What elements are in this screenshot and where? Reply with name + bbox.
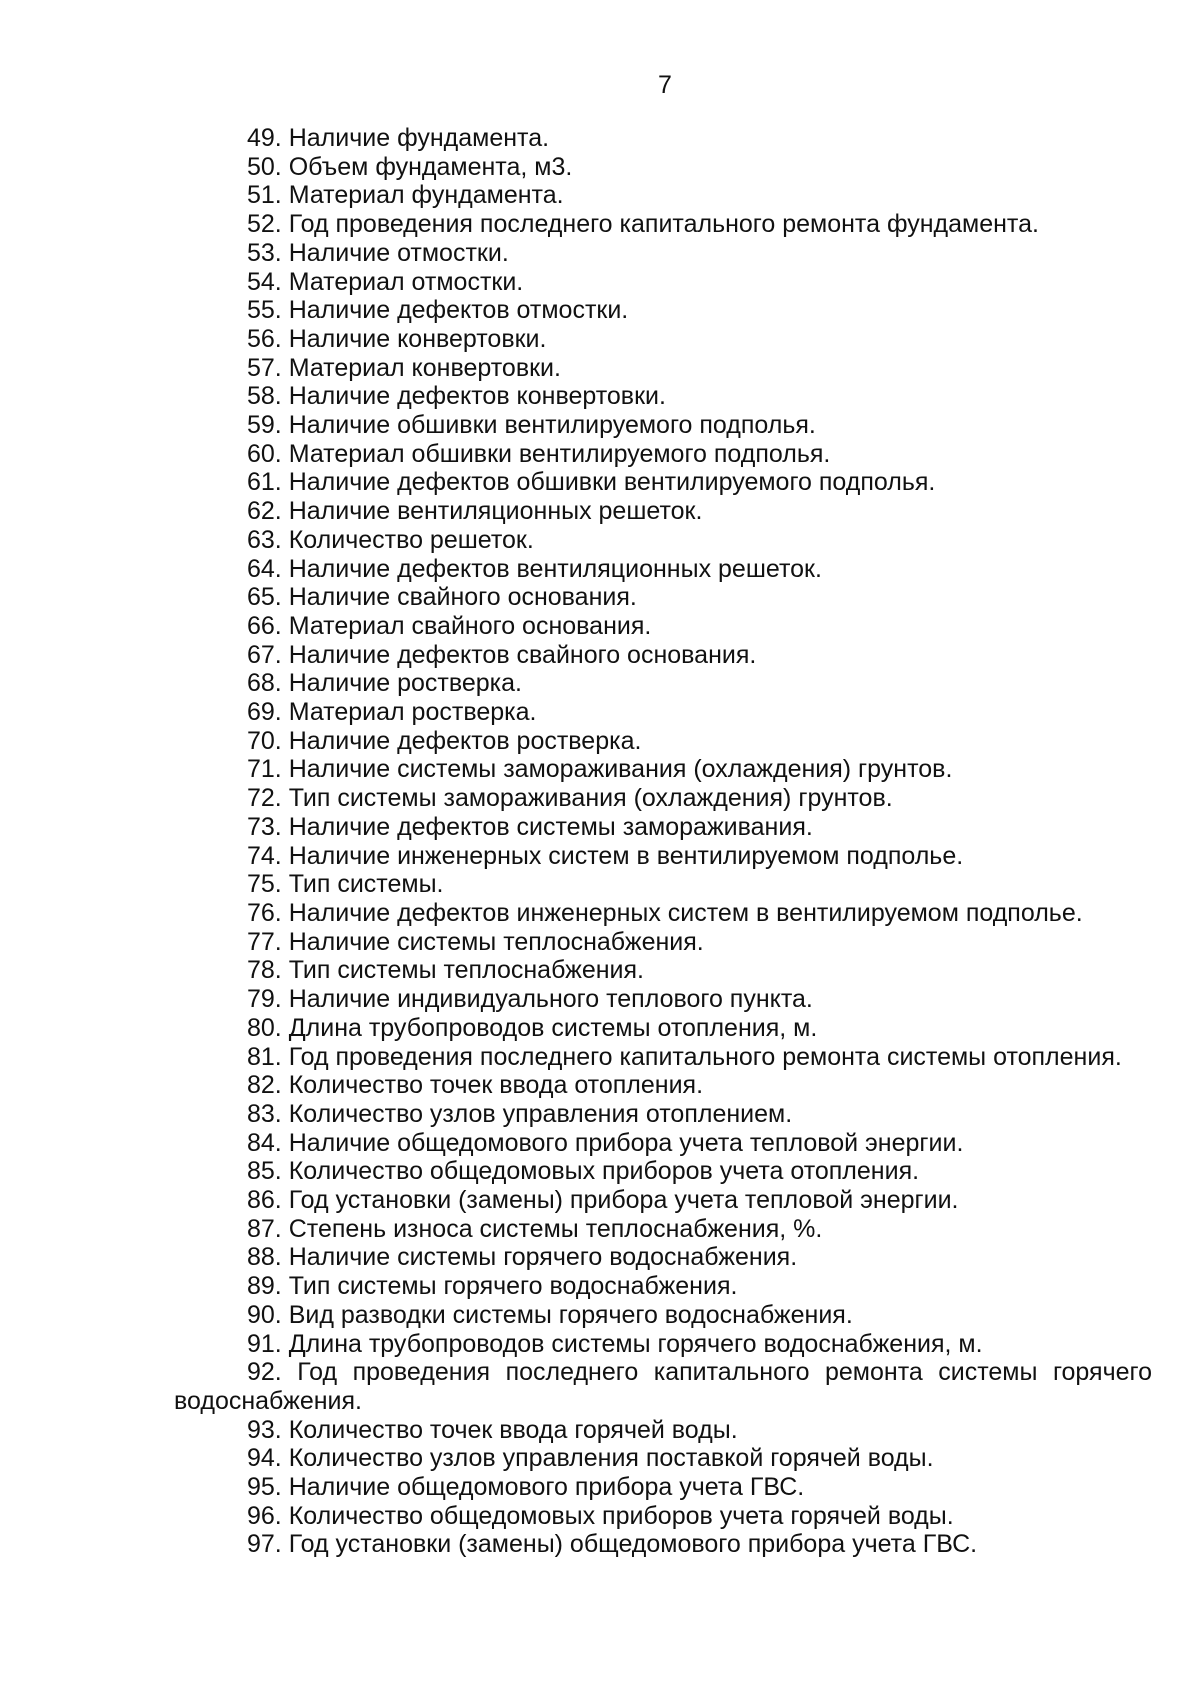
item-text: Количество решеток. — [288, 525, 534, 554]
item-text: Год проведения последнего капитального ремонта фундамента. — [288, 210, 1039, 239]
item-number: 81. — [247, 1042, 282, 1071]
item-number: 96. — [247, 1501, 282, 1530]
list-item — [174, 755, 1152, 784]
item-number: 77. — [247, 927, 282, 956]
list-item — [174, 555, 1152, 584]
item-text: Наличие дефектов конвертовки. — [288, 382, 666, 411]
list-item — [174, 612, 1152, 641]
item-number: 78. — [247, 956, 282, 985]
item-number: 50. — [247, 152, 282, 181]
list-item — [174, 1100, 1152, 1129]
item-text: Наличие системы теплоснабжения. — [288, 927, 704, 956]
list-item — [174, 583, 1152, 612]
item-number: 89. — [247, 1272, 282, 1301]
item-number: 92. — [247, 1358, 282, 1387]
item-text: Наличие инженерных систем в вентилируемом подполье. — [288, 841, 964, 870]
item-number: 87. — [247, 1214, 282, 1243]
item-number: 67. — [247, 640, 282, 669]
item-text: Тип системы. — [288, 870, 444, 899]
item-text: Тип системы теплоснабжения. — [288, 956, 644, 985]
item-text: Год проведения последнего капитального ремонта системы горячего водоснабжения. — [174, 1358, 1152, 1415]
item-number: 86. — [247, 1186, 282, 1215]
item-number: 56. — [247, 324, 282, 353]
list-item — [174, 411, 1152, 440]
item-text: Материал ростверка. — [288, 698, 537, 727]
item-text: Наличие дефектов обшивки вентилируемого подполья. — [288, 468, 936, 497]
item-text: Вид разводки системы горячего водоснабжения. — [288, 1300, 853, 1329]
list-item — [174, 870, 1152, 899]
list-item — [174, 1129, 1152, 1158]
item-text: Наличие дефектов ростверка. — [288, 726, 642, 755]
item-text: Наличие дефектов отмостки. — [288, 296, 629, 325]
item-number: 65. — [247, 583, 282, 612]
item-number: 75. — [247, 870, 282, 899]
list-item — [174, 1215, 1152, 1244]
item-text: Материал обшивки вентилируемого подполья. — [288, 439, 831, 468]
list-item — [174, 985, 1152, 1014]
list-item — [174, 784, 1152, 813]
item-number: 79. — [247, 985, 282, 1014]
item-text: Количество точек ввода горячей воды. — [288, 1415, 738, 1444]
item-number: 83. — [247, 1099, 282, 1128]
item-number: 52. — [247, 210, 282, 239]
item-number: 82. — [247, 1071, 282, 1100]
list-item — [174, 210, 1152, 239]
item-text: Количество точек ввода отопления. — [288, 1071, 704, 1100]
item-number: 59. — [247, 411, 282, 440]
list-item — [174, 153, 1152, 182]
list-item — [174, 813, 1152, 842]
item-text: Наличие системы горячего водоснабжения. — [288, 1243, 798, 1272]
list-item — [174, 468, 1152, 497]
item-number: 63. — [247, 525, 282, 554]
item-number: 68. — [247, 669, 282, 698]
item-text: Наличие отмостки. — [288, 238, 509, 267]
item-text: Материал отмостки. — [288, 267, 524, 296]
list-item — [174, 1444, 1152, 1473]
list-item — [174, 296, 1152, 325]
item-number: 95. — [247, 1473, 282, 1502]
item-text: Количество узлов управления поставкой горячей воды. — [288, 1444, 934, 1473]
list-item — [174, 1243, 1152, 1272]
list-item — [174, 239, 1152, 268]
item-text: Количество общедомовых приборов учета горячей воды. — [288, 1501, 954, 1530]
item-text: Объем фундамента, м3. — [288, 152, 573, 181]
item-text: Длина трубопроводов системы отопления, м. — [288, 1013, 818, 1042]
item-number: 97. — [247, 1530, 282, 1559]
item-text: Тип системы замораживания (охлаждения) грунтов. — [288, 784, 893, 813]
item-number: 66. — [247, 611, 282, 640]
list-item — [174, 1330, 1152, 1359]
item-text: Наличие дефектов инженерных систем в вентилируемом подполье. — [288, 898, 1083, 927]
item-text: Наличие дефектов свайного основания. — [288, 640, 757, 669]
item-text: Количество узлов управления отоплением. — [288, 1099, 793, 1128]
list-item — [174, 669, 1152, 698]
list-item — [174, 899, 1152, 928]
item-number: 80. — [247, 1013, 282, 1042]
item-number: 71. — [247, 755, 282, 784]
list-item — [174, 727, 1152, 756]
item-number: 94. — [247, 1444, 282, 1473]
item-text: Материал фундамента. — [288, 181, 564, 210]
item-number: 69. — [247, 698, 282, 727]
item-text: Наличие обшивки вентилируемого подполья. — [288, 411, 816, 440]
item-text: Длина трубопроводов системы горячего водоснабжения, м. — [288, 1329, 983, 1358]
list-item — [174, 181, 1152, 210]
item-text: Наличие вентиляционных решеток. — [288, 497, 703, 526]
list-item — [174, 1502, 1152, 1531]
list-item — [174, 382, 1152, 411]
list-item — [174, 641, 1152, 670]
list-item — [174, 1416, 1152, 1445]
item-number: 72. — [247, 784, 282, 813]
list-item — [174, 268, 1152, 297]
list-item — [174, 440, 1152, 469]
item-text: Наличие ростверка. — [288, 669, 522, 698]
list-item — [174, 1043, 1152, 1072]
item-number: 76. — [247, 898, 282, 927]
item-text: Наличие конвертовки. — [288, 324, 547, 353]
list-item — [174, 1530, 1152, 1559]
item-text: Год проведения последнего капитального ремонта системы отопления. — [288, 1042, 1122, 1071]
list-item — [174, 956, 1152, 985]
item-text: Наличие общедомового прибора учета ГВС. — [288, 1473, 805, 1502]
item-text: Наличие свайного основания. — [288, 583, 637, 612]
item-number: 49. — [247, 124, 282, 152]
list-item — [174, 928, 1152, 957]
item-number: 90. — [247, 1300, 282, 1329]
item-text: Наличие общедомового прибора учета тепловой энергии. — [288, 1128, 964, 1157]
item-number: 54. — [247, 267, 282, 296]
list-item — [174, 526, 1152, 555]
item-number: 91. — [247, 1329, 282, 1358]
item-number: 60. — [247, 439, 282, 468]
item-number: 74. — [247, 841, 282, 870]
list-item — [174, 698, 1152, 727]
item-number: 62. — [247, 497, 282, 526]
item-number: 61. — [247, 468, 282, 497]
item-number: 51. — [247, 181, 282, 210]
item-text: Год установки (замены) общедомового прибора учета ГВС. — [288, 1530, 978, 1559]
item-number: 57. — [247, 353, 282, 382]
list-item — [174, 1301, 1152, 1330]
item-number: 73. — [247, 812, 282, 841]
list-item — [174, 497, 1152, 526]
item-text: Количество общедомовых приборов учета отопления. — [288, 1157, 920, 1186]
list-item — [174, 124, 1152, 153]
list-item — [174, 325, 1152, 354]
page-number: 7 — [658, 71, 672, 99]
item-text: Наличие фундамента. — [288, 124, 550, 152]
item-text: Год установки (замены) прибора учета тепловой энергии. — [288, 1186, 959, 1215]
item-text: Тип системы горячего водоснабжения. — [288, 1272, 738, 1301]
item-number: 64. — [247, 554, 282, 583]
item-number: 53. — [247, 238, 282, 267]
item-number: 58. — [247, 382, 282, 411]
list-item — [174, 1272, 1152, 1301]
item-number: 88. — [247, 1243, 282, 1272]
list-item — [174, 354, 1152, 383]
list-item — [174, 1358, 1152, 1415]
list-item — [174, 1157, 1152, 1186]
item-number: 84. — [247, 1128, 282, 1157]
item-text: Наличие дефектов вентиляционных решеток. — [288, 554, 822, 583]
item-number: 70. — [247, 726, 282, 755]
item-text: Наличие индивидуального теплового пункта. — [288, 985, 813, 1014]
list-item — [174, 1014, 1152, 1043]
list-item — [174, 842, 1152, 871]
item-text: Материал конвертовки. — [288, 353, 561, 382]
list-item — [174, 1473, 1152, 1502]
item-text: Степень износа системы теплоснабжения, %. — [288, 1214, 823, 1243]
list-item — [174, 1071, 1152, 1100]
item-text: Материал свайного основания. — [288, 611, 652, 640]
item-number: 55. — [247, 296, 282, 325]
numbered-list — [174, 124, 1152, 1559]
item-number: 85. — [247, 1157, 282, 1186]
item-text: Наличие системы замораживания (охлаждения) грунтов. — [288, 755, 953, 784]
list-item — [174, 1186, 1152, 1215]
item-number: 93. — [247, 1415, 282, 1444]
item-text: Наличие дефектов системы замораживания. — [288, 812, 813, 841]
